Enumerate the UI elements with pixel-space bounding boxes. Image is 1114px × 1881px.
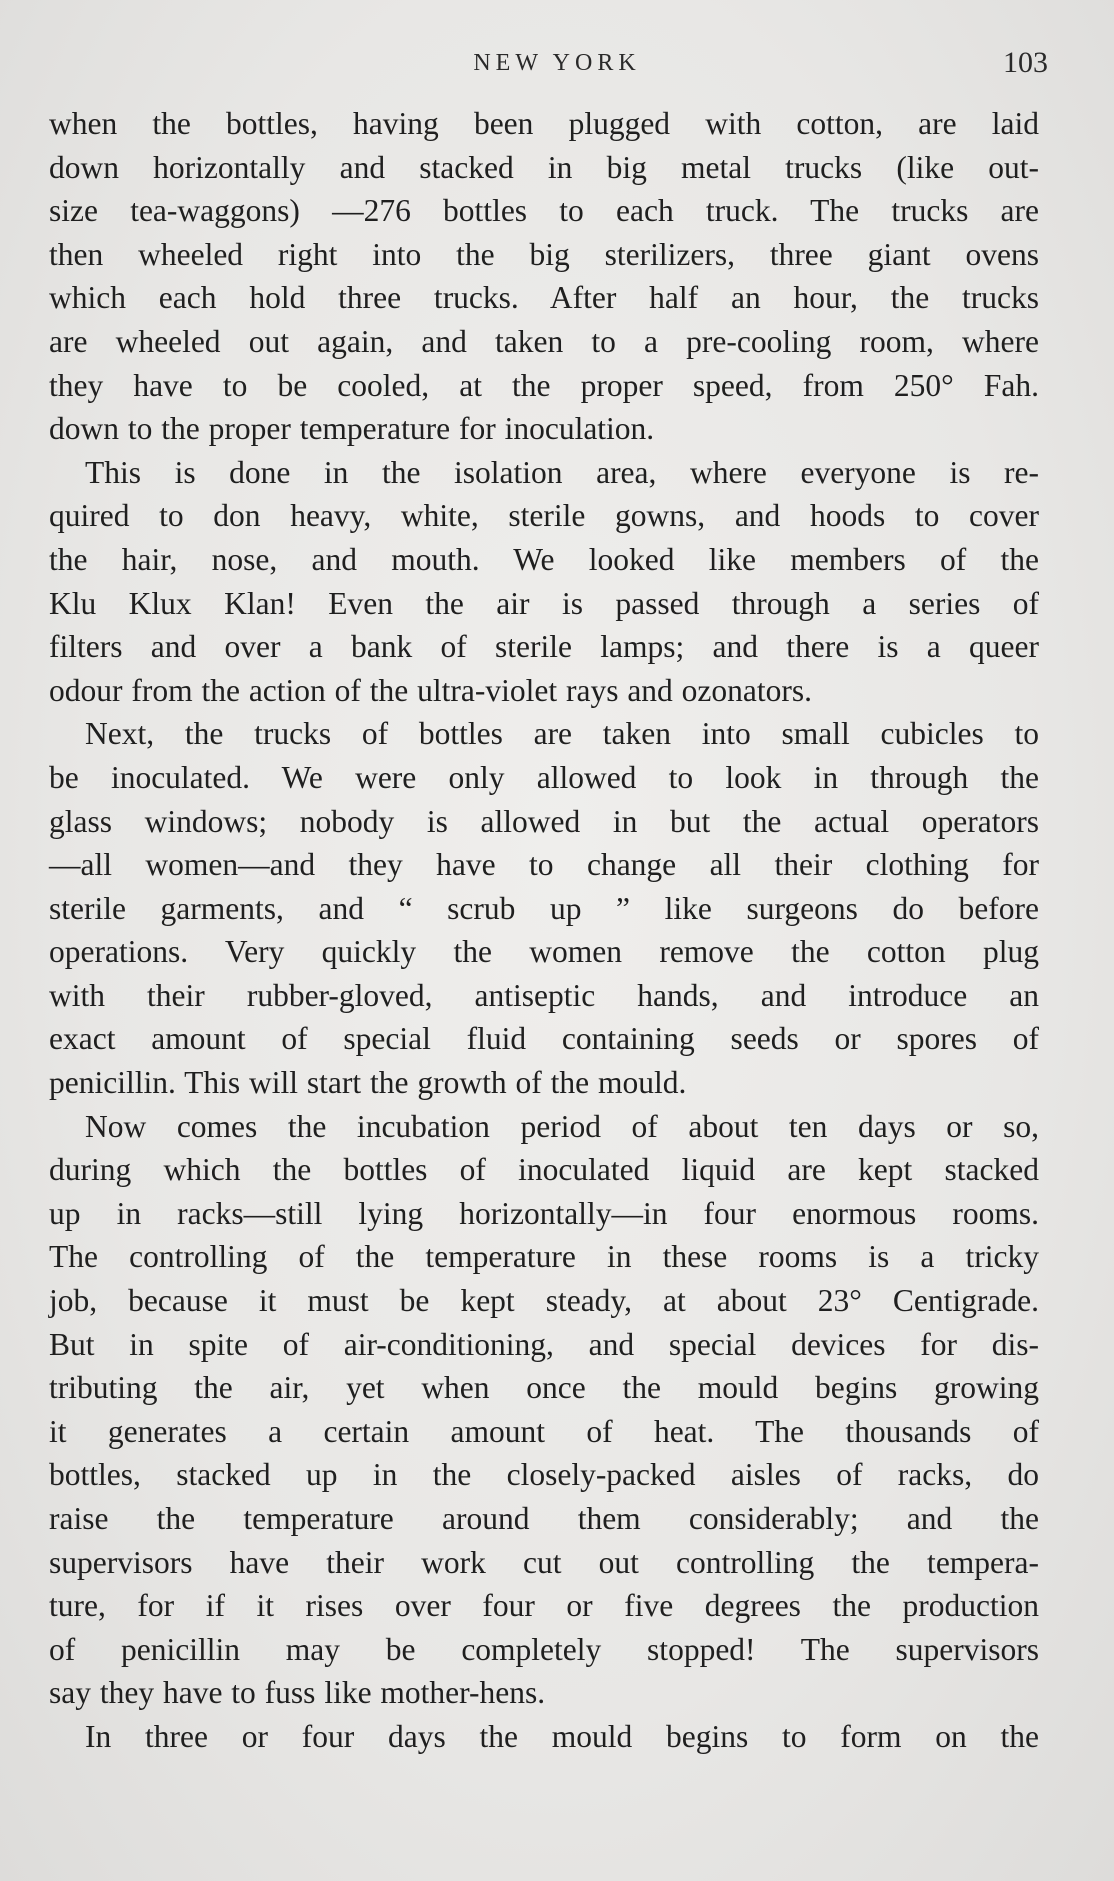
text-line: the hair, nose, and mouth. We looked like members of the xyxy=(49,541,1039,577)
text-line: penicillin. This will start the growth of the mould. xyxy=(49,1065,687,1101)
text-line: which each hold three trucks. After half an hour, the trucks xyxy=(49,280,1039,316)
text-line: raise the temperature around them considerably; and the xyxy=(49,1501,1039,1536)
text-line: Next, the trucks of bottles are taken into small cubicles to xyxy=(85,716,1039,752)
running-title: NEW YORK xyxy=(473,50,641,76)
text-line: This is done in the isolation area, where everyone is re- xyxy=(85,454,1039,490)
text-line: be inoculated. We were only allowed to look in through the xyxy=(49,759,1039,795)
text-line: exact amount of special fluid containing seeds or spores of xyxy=(49,1021,1039,1057)
text-line: it generates a certain amount of heat. The thousands of xyxy=(49,1413,1039,1449)
text-line: down to the proper temperature for inoculation. xyxy=(49,411,655,447)
text-line: ture, for if it rises over four or five degrees the production xyxy=(49,1588,1039,1624)
body-text xyxy=(49,102,1039,1759)
text-line: with their rubber-gloved, antiseptic hands, and introduce an xyxy=(49,977,1039,1013)
text-line: supervisors have their work cut out controlling the tempera- xyxy=(49,1544,1039,1580)
text-line: up in racks—still lying horizontally—in four enormous rooms. xyxy=(49,1195,1039,1231)
text-line: In three or four days the mould begins to form on the xyxy=(85,1718,1039,1754)
text-line: —all women—and they have to change all their clothing for xyxy=(49,847,1039,883)
text-line: But in spite of air-conditioning, and special devices for dis- xyxy=(49,1326,1039,1362)
running-header xyxy=(0,46,1114,86)
text-line: during which the bottles of inoculated liquid are kept stacked xyxy=(49,1152,1039,1188)
page-number: 103 xyxy=(1003,46,1048,79)
text-line: then wheeled right into the big sterilizers, three giant ovens xyxy=(49,236,1039,272)
text-line: Klu Klux Klan! Even the air is passed through a series of xyxy=(49,585,1039,621)
text-line: quired to don heavy, white, sterile gowns, and hoods to cover xyxy=(49,498,1039,534)
text-line: filters and over a bank of sterile lamps; and there is a queer xyxy=(49,629,1039,665)
text-line: odour from the action of the ultra-violet rays and ozonators. xyxy=(49,672,813,708)
text-line: tributing the air, yet when once the mould begins growing xyxy=(49,1370,1039,1406)
text-line: when the bottles, having been plugged with cotton, are laid xyxy=(49,106,1039,141)
text-line: they have to be cooled, at the proper speed, from 250° Fah. xyxy=(49,367,1039,403)
text-line: operations. Very quickly the women remove the cotton plug xyxy=(49,934,1039,970)
text-line: down horizontally and stacked in big metal trucks (like out- xyxy=(49,149,1039,185)
text-line: are wheeled out again, and taken to a pre-cooling room, where xyxy=(49,323,1039,359)
text-line: size tea-waggons) —276 bottles to each truck. The trucks are xyxy=(49,193,1039,229)
text-line: job, because it must be kept steady, at about 23° Centigrade. xyxy=(49,1283,1039,1319)
text-line: sterile garments, and “ scrub up ” like surgeons do before xyxy=(49,890,1039,926)
text-line: The controlling of the temperature in these rooms is a tricky xyxy=(49,1239,1039,1275)
text-line: glass windows; nobody is allowed in but the actual operators xyxy=(49,803,1039,839)
text-line: Now comes the incubation period of about ten days or so, xyxy=(85,1108,1039,1144)
text-line: of penicillin may be completely stopped! The supervisors xyxy=(49,1631,1039,1667)
text-line: bottles, stacked up in the closely-packed aisles of racks, do xyxy=(49,1457,1039,1493)
text-line: say they have to fuss like mother-hens. xyxy=(49,1675,546,1711)
